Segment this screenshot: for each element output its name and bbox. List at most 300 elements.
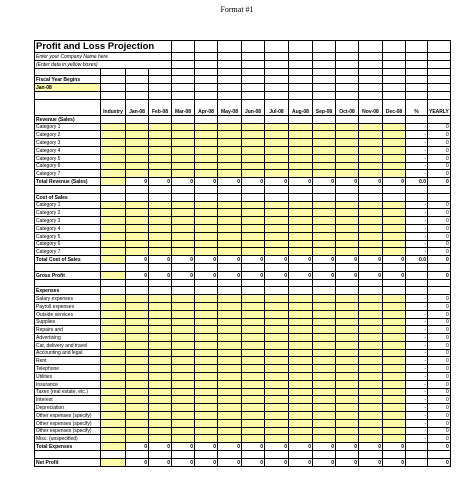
input-cell[interactable] bbox=[242, 162, 265, 170]
input-cell[interactable] bbox=[313, 341, 336, 349]
input-cell[interactable] bbox=[336, 139, 359, 147]
input-cell[interactable] bbox=[313, 357, 336, 365]
input-cell[interactable] bbox=[218, 248, 242, 256]
input-cell[interactable] bbox=[126, 240, 149, 248]
input-cell[interactable] bbox=[313, 123, 336, 131]
input-cell[interactable] bbox=[242, 388, 265, 396]
input-cell[interactable] bbox=[172, 435, 195, 443]
input-cell[interactable] bbox=[289, 224, 313, 232]
input-cell[interactable] bbox=[336, 217, 359, 225]
input-cell[interactable] bbox=[149, 435, 172, 443]
input-cell[interactable] bbox=[218, 412, 242, 420]
input-cell[interactable] bbox=[242, 427, 265, 435]
input-cell[interactable] bbox=[195, 310, 218, 318]
input-cell[interactable] bbox=[242, 139, 265, 147]
input-cell[interactable] bbox=[126, 123, 149, 131]
industry-cell[interactable] bbox=[101, 443, 126, 451]
input-cell[interactable] bbox=[265, 248, 289, 256]
input-cell[interactable] bbox=[336, 341, 359, 349]
input-cell[interactable] bbox=[313, 365, 336, 373]
fiscal-year-value[interactable]: Jan-08 bbox=[35, 84, 101, 92]
input-cell[interactable] bbox=[218, 170, 242, 178]
input-cell[interactable] bbox=[149, 427, 172, 435]
input-cell[interactable] bbox=[336, 248, 359, 256]
input-cell[interactable] bbox=[172, 334, 195, 342]
input-cell[interactable] bbox=[383, 341, 406, 349]
input-cell[interactable] bbox=[149, 248, 172, 256]
input-cell[interactable] bbox=[149, 302, 172, 310]
input-cell[interactable] bbox=[383, 302, 406, 310]
input-cell[interactable] bbox=[313, 427, 336, 435]
input-cell[interactable] bbox=[265, 162, 289, 170]
input-cell[interactable] bbox=[313, 248, 336, 256]
input-cell[interactable] bbox=[218, 419, 242, 427]
input-cell[interactable] bbox=[101, 388, 126, 396]
input-cell[interactable] bbox=[172, 404, 195, 412]
input-cell[interactable] bbox=[289, 302, 313, 310]
input-cell[interactable] bbox=[313, 217, 336, 225]
input-cell[interactable] bbox=[336, 326, 359, 334]
input-cell[interactable] bbox=[289, 435, 313, 443]
input-cell[interactable] bbox=[336, 373, 359, 381]
input-cell[interactable] bbox=[195, 232, 218, 240]
input-cell[interactable] bbox=[359, 388, 383, 396]
input-cell[interactable] bbox=[359, 427, 383, 435]
input-cell[interactable] bbox=[336, 404, 359, 412]
input-cell[interactable] bbox=[336, 295, 359, 303]
input-cell[interactable] bbox=[359, 139, 383, 147]
input-cell[interactable] bbox=[149, 318, 172, 326]
input-cell[interactable] bbox=[383, 427, 406, 435]
input-cell[interactable] bbox=[265, 427, 289, 435]
input-cell[interactable] bbox=[195, 248, 218, 256]
input-cell[interactable] bbox=[383, 326, 406, 334]
input-cell[interactable] bbox=[383, 396, 406, 404]
input-cell[interactable] bbox=[289, 217, 313, 225]
input-cell[interactable] bbox=[313, 146, 336, 154]
input-cell[interactable] bbox=[265, 131, 289, 139]
input-cell[interactable] bbox=[195, 341, 218, 349]
input-cell[interactable] bbox=[336, 357, 359, 365]
input-cell[interactable] bbox=[383, 357, 406, 365]
input-cell[interactable] bbox=[218, 240, 242, 248]
input-cell[interactable] bbox=[265, 357, 289, 365]
input-cell[interactable] bbox=[383, 170, 406, 178]
input-cell[interactable] bbox=[101, 341, 126, 349]
input-cell[interactable] bbox=[359, 170, 383, 178]
input-cell[interactable] bbox=[359, 380, 383, 388]
input-cell[interactable] bbox=[218, 201, 242, 209]
input-cell[interactable] bbox=[218, 357, 242, 365]
input-cell[interactable] bbox=[101, 396, 126, 404]
input-cell[interactable] bbox=[172, 209, 195, 217]
input-cell[interactable] bbox=[242, 341, 265, 349]
input-cell[interactable] bbox=[265, 373, 289, 381]
input-cell[interactable] bbox=[101, 365, 126, 373]
input-cell[interactable] bbox=[101, 427, 126, 435]
input-cell[interactable] bbox=[218, 154, 242, 162]
input-cell[interactable] bbox=[289, 373, 313, 381]
input-cell[interactable] bbox=[101, 217, 126, 225]
input-cell[interactable] bbox=[101, 209, 126, 217]
input-cell[interactable] bbox=[242, 146, 265, 154]
input-cell[interactable] bbox=[126, 427, 149, 435]
input-cell[interactable] bbox=[359, 341, 383, 349]
input-cell[interactable] bbox=[126, 295, 149, 303]
input-cell[interactable] bbox=[126, 131, 149, 139]
input-cell[interactable] bbox=[336, 365, 359, 373]
input-cell[interactable] bbox=[101, 131, 126, 139]
input-cell[interactable] bbox=[265, 224, 289, 232]
input-cell[interactable] bbox=[336, 170, 359, 178]
input-cell[interactable] bbox=[265, 326, 289, 334]
input-cell[interactable] bbox=[172, 388, 195, 396]
input-cell[interactable] bbox=[383, 373, 406, 381]
input-cell[interactable] bbox=[242, 232, 265, 240]
input-cell[interactable] bbox=[289, 170, 313, 178]
input-cell[interactable] bbox=[359, 326, 383, 334]
input-cell[interactable] bbox=[101, 349, 126, 357]
input-cell[interactable] bbox=[218, 373, 242, 381]
input-cell[interactable] bbox=[149, 224, 172, 232]
input-cell[interactable] bbox=[265, 310, 289, 318]
input-cell[interactable] bbox=[359, 224, 383, 232]
input-cell[interactable] bbox=[383, 380, 406, 388]
input-cell[interactable] bbox=[172, 419, 195, 427]
input-cell[interactable] bbox=[313, 201, 336, 209]
input-cell[interactable] bbox=[242, 154, 265, 162]
input-cell[interactable] bbox=[172, 224, 195, 232]
input-cell[interactable] bbox=[359, 302, 383, 310]
input-cell[interactable] bbox=[242, 334, 265, 342]
input-cell[interactable] bbox=[195, 404, 218, 412]
input-cell[interactable] bbox=[289, 404, 313, 412]
input-cell[interactable] bbox=[383, 201, 406, 209]
input-cell[interactable] bbox=[101, 310, 126, 318]
input-cell[interactable] bbox=[242, 217, 265, 225]
input-cell[interactable] bbox=[172, 240, 195, 248]
input-cell[interactable] bbox=[359, 412, 383, 420]
input-cell[interactable] bbox=[313, 209, 336, 217]
input-cell[interactable] bbox=[195, 380, 218, 388]
input-cell[interactable] bbox=[195, 209, 218, 217]
input-cell[interactable] bbox=[172, 170, 195, 178]
input-cell[interactable] bbox=[195, 224, 218, 232]
input-cell[interactable] bbox=[218, 326, 242, 334]
input-cell[interactable] bbox=[336, 302, 359, 310]
input-cell[interactable] bbox=[101, 435, 126, 443]
input-cell[interactable] bbox=[289, 357, 313, 365]
input-cell[interactable] bbox=[265, 435, 289, 443]
input-cell[interactable] bbox=[218, 318, 242, 326]
input-cell[interactable] bbox=[359, 154, 383, 162]
input-cell[interactable] bbox=[172, 131, 195, 139]
input-cell[interactable] bbox=[172, 396, 195, 404]
input-cell[interactable] bbox=[313, 435, 336, 443]
input-cell[interactable] bbox=[195, 139, 218, 147]
input-cell[interactable] bbox=[242, 123, 265, 131]
input-cell[interactable] bbox=[101, 224, 126, 232]
input-cell[interactable] bbox=[218, 224, 242, 232]
input-cell[interactable] bbox=[101, 123, 126, 131]
input-cell[interactable] bbox=[265, 240, 289, 248]
input-cell[interactable] bbox=[242, 224, 265, 232]
input-cell[interactable] bbox=[149, 295, 172, 303]
company-prompt[interactable]: Enter your Company Name here bbox=[35, 53, 172, 61]
input-cell[interactable] bbox=[383, 162, 406, 170]
input-cell[interactable] bbox=[195, 427, 218, 435]
input-cell[interactable] bbox=[126, 326, 149, 334]
input-cell[interactable] bbox=[195, 131, 218, 139]
input-cell[interactable] bbox=[101, 248, 126, 256]
input-cell[interactable] bbox=[336, 131, 359, 139]
input-cell[interactable] bbox=[242, 318, 265, 326]
input-cell[interactable] bbox=[195, 373, 218, 381]
input-cell[interactable] bbox=[218, 162, 242, 170]
input-cell[interactable] bbox=[289, 146, 313, 154]
input-cell[interactable] bbox=[101, 318, 126, 326]
input-cell[interactable] bbox=[359, 295, 383, 303]
input-cell[interactable] bbox=[101, 240, 126, 248]
input-cell[interactable] bbox=[242, 404, 265, 412]
input-cell[interactable] bbox=[195, 435, 218, 443]
input-cell[interactable] bbox=[383, 131, 406, 139]
input-cell[interactable] bbox=[359, 146, 383, 154]
input-cell[interactable] bbox=[313, 295, 336, 303]
input-cell[interactable] bbox=[359, 373, 383, 381]
input-cell[interactable] bbox=[383, 365, 406, 373]
input-cell[interactable] bbox=[195, 419, 218, 427]
input-cell[interactable] bbox=[126, 162, 149, 170]
input-cell[interactable] bbox=[149, 365, 172, 373]
input-cell[interactable] bbox=[383, 310, 406, 318]
input-cell[interactable] bbox=[242, 302, 265, 310]
input-cell[interactable] bbox=[149, 373, 172, 381]
input-cell[interactable] bbox=[289, 310, 313, 318]
input-cell[interactable] bbox=[359, 162, 383, 170]
input-cell[interactable] bbox=[383, 217, 406, 225]
input-cell[interactable] bbox=[313, 302, 336, 310]
input-cell[interactable] bbox=[383, 419, 406, 427]
input-cell[interactable] bbox=[126, 139, 149, 147]
input-cell[interactable] bbox=[126, 318, 149, 326]
input-cell[interactable] bbox=[313, 334, 336, 342]
input-cell[interactable] bbox=[242, 419, 265, 427]
input-cell[interactable] bbox=[149, 240, 172, 248]
input-cell[interactable] bbox=[172, 154, 195, 162]
input-cell[interactable] bbox=[265, 419, 289, 427]
input-cell[interactable] bbox=[195, 302, 218, 310]
input-cell[interactable] bbox=[126, 380, 149, 388]
input-cell[interactable] bbox=[172, 146, 195, 154]
input-cell[interactable] bbox=[126, 201, 149, 209]
input-cell[interactable] bbox=[336, 388, 359, 396]
input-cell[interactable] bbox=[313, 170, 336, 178]
input-cell[interactable] bbox=[336, 209, 359, 217]
input-cell[interactable] bbox=[336, 334, 359, 342]
input-cell[interactable] bbox=[242, 310, 265, 318]
input-cell[interactable] bbox=[265, 396, 289, 404]
input-cell[interactable] bbox=[289, 341, 313, 349]
input-cell[interactable] bbox=[195, 162, 218, 170]
input-cell[interactable] bbox=[313, 373, 336, 381]
input-cell[interactable] bbox=[289, 419, 313, 427]
input-cell[interactable] bbox=[126, 412, 149, 420]
input-cell[interactable] bbox=[172, 295, 195, 303]
input-cell[interactable] bbox=[242, 201, 265, 209]
input-cell[interactable] bbox=[149, 123, 172, 131]
input-cell[interactable] bbox=[242, 131, 265, 139]
input-cell[interactable] bbox=[359, 248, 383, 256]
input-cell[interactable] bbox=[101, 201, 126, 209]
input-cell[interactable] bbox=[336, 427, 359, 435]
input-cell[interactable] bbox=[359, 310, 383, 318]
input-cell[interactable] bbox=[383, 224, 406, 232]
input-cell[interactable] bbox=[336, 232, 359, 240]
input-cell[interactable] bbox=[172, 427, 195, 435]
input-cell[interactable] bbox=[313, 380, 336, 388]
input-cell[interactable] bbox=[126, 396, 149, 404]
industry-cell[interactable] bbox=[101, 256, 126, 264]
input-cell[interactable] bbox=[149, 310, 172, 318]
input-cell[interactable] bbox=[336, 318, 359, 326]
industry-cell[interactable] bbox=[101, 178, 126, 186]
input-cell[interactable] bbox=[172, 201, 195, 209]
input-cell[interactable] bbox=[289, 396, 313, 404]
input-cell[interactable] bbox=[195, 357, 218, 365]
input-cell[interactable] bbox=[242, 380, 265, 388]
input-cell[interactable] bbox=[289, 139, 313, 147]
input-cell[interactable] bbox=[172, 123, 195, 131]
input-cell[interactable] bbox=[195, 412, 218, 420]
input-cell[interactable] bbox=[336, 240, 359, 248]
input-cell[interactable] bbox=[265, 232, 289, 240]
input-cell[interactable] bbox=[101, 380, 126, 388]
input-cell[interactable] bbox=[242, 349, 265, 357]
input-cell[interactable] bbox=[359, 201, 383, 209]
input-cell[interactable] bbox=[218, 131, 242, 139]
input-cell[interactable] bbox=[336, 310, 359, 318]
input-cell[interactable] bbox=[195, 170, 218, 178]
input-cell[interactable] bbox=[383, 240, 406, 248]
input-cell[interactable] bbox=[101, 302, 126, 310]
input-cell[interactable] bbox=[359, 396, 383, 404]
input-cell[interactable] bbox=[313, 131, 336, 139]
input-cell[interactable] bbox=[126, 334, 149, 342]
input-cell[interactable] bbox=[313, 154, 336, 162]
input-cell[interactable] bbox=[149, 396, 172, 404]
input-cell[interactable] bbox=[126, 209, 149, 217]
input-cell[interactable] bbox=[218, 404, 242, 412]
input-cell[interactable] bbox=[313, 412, 336, 420]
input-cell[interactable] bbox=[195, 201, 218, 209]
input-cell[interactable] bbox=[359, 232, 383, 240]
input-cell[interactable] bbox=[336, 146, 359, 154]
input-cell[interactable] bbox=[313, 224, 336, 232]
input-cell[interactable] bbox=[126, 357, 149, 365]
input-cell[interactable] bbox=[218, 217, 242, 225]
input-cell[interactable] bbox=[195, 154, 218, 162]
input-cell[interactable] bbox=[218, 388, 242, 396]
input-cell[interactable] bbox=[101, 295, 126, 303]
input-cell[interactable] bbox=[313, 404, 336, 412]
input-cell[interactable] bbox=[313, 388, 336, 396]
input-cell[interactable] bbox=[126, 170, 149, 178]
input-cell[interactable] bbox=[265, 139, 289, 147]
input-cell[interactable] bbox=[218, 365, 242, 373]
input-cell[interactable] bbox=[336, 201, 359, 209]
input-cell[interactable] bbox=[126, 388, 149, 396]
input-cell[interactable] bbox=[359, 349, 383, 357]
input-cell[interactable] bbox=[126, 248, 149, 256]
input-cell[interactable] bbox=[336, 224, 359, 232]
input-cell[interactable] bbox=[289, 232, 313, 240]
input-cell[interactable] bbox=[265, 388, 289, 396]
input-cell[interactable] bbox=[265, 380, 289, 388]
input-cell[interactable] bbox=[149, 146, 172, 154]
input-cell[interactable] bbox=[265, 217, 289, 225]
input-cell[interactable] bbox=[242, 240, 265, 248]
input-cell[interactable] bbox=[359, 123, 383, 131]
input-cell[interactable] bbox=[149, 154, 172, 162]
input-cell[interactable] bbox=[195, 318, 218, 326]
input-cell[interactable] bbox=[101, 412, 126, 420]
input-cell[interactable] bbox=[289, 427, 313, 435]
input-cell[interactable] bbox=[242, 357, 265, 365]
input-cell[interactable] bbox=[218, 435, 242, 443]
input-cell[interactable] bbox=[126, 365, 149, 373]
input-cell[interactable] bbox=[218, 232, 242, 240]
input-cell[interactable] bbox=[172, 412, 195, 420]
input-cell[interactable] bbox=[383, 154, 406, 162]
input-cell[interactable] bbox=[195, 396, 218, 404]
input-cell[interactable] bbox=[149, 131, 172, 139]
input-cell[interactable] bbox=[383, 248, 406, 256]
input-cell[interactable] bbox=[126, 302, 149, 310]
input-cell[interactable] bbox=[172, 326, 195, 334]
input-cell[interactable] bbox=[172, 365, 195, 373]
input-cell[interactable] bbox=[289, 209, 313, 217]
input-cell[interactable] bbox=[172, 318, 195, 326]
input-cell[interactable] bbox=[289, 248, 313, 256]
input-cell[interactable] bbox=[149, 170, 172, 178]
input-cell[interactable] bbox=[265, 302, 289, 310]
input-cell[interactable] bbox=[218, 209, 242, 217]
input-cell[interactable] bbox=[126, 146, 149, 154]
input-cell[interactable] bbox=[265, 123, 289, 131]
input-cell[interactable] bbox=[289, 349, 313, 357]
input-cell[interactable] bbox=[126, 154, 149, 162]
input-cell[interactable] bbox=[101, 170, 126, 178]
input-cell[interactable] bbox=[265, 349, 289, 357]
input-cell[interactable] bbox=[126, 232, 149, 240]
input-cell[interactable] bbox=[149, 388, 172, 396]
input-cell[interactable] bbox=[172, 302, 195, 310]
input-cell[interactable] bbox=[242, 373, 265, 381]
input-cell[interactable] bbox=[195, 334, 218, 342]
input-cell[interactable] bbox=[172, 217, 195, 225]
input-cell[interactable] bbox=[289, 123, 313, 131]
input-cell[interactable] bbox=[218, 334, 242, 342]
input-cell[interactable] bbox=[313, 318, 336, 326]
input-cell[interactable] bbox=[195, 295, 218, 303]
input-cell[interactable] bbox=[383, 318, 406, 326]
input-cell[interactable] bbox=[289, 162, 313, 170]
input-cell[interactable] bbox=[242, 295, 265, 303]
input-cell[interactable] bbox=[265, 154, 289, 162]
input-cell[interactable] bbox=[265, 365, 289, 373]
input-cell[interactable] bbox=[242, 435, 265, 443]
